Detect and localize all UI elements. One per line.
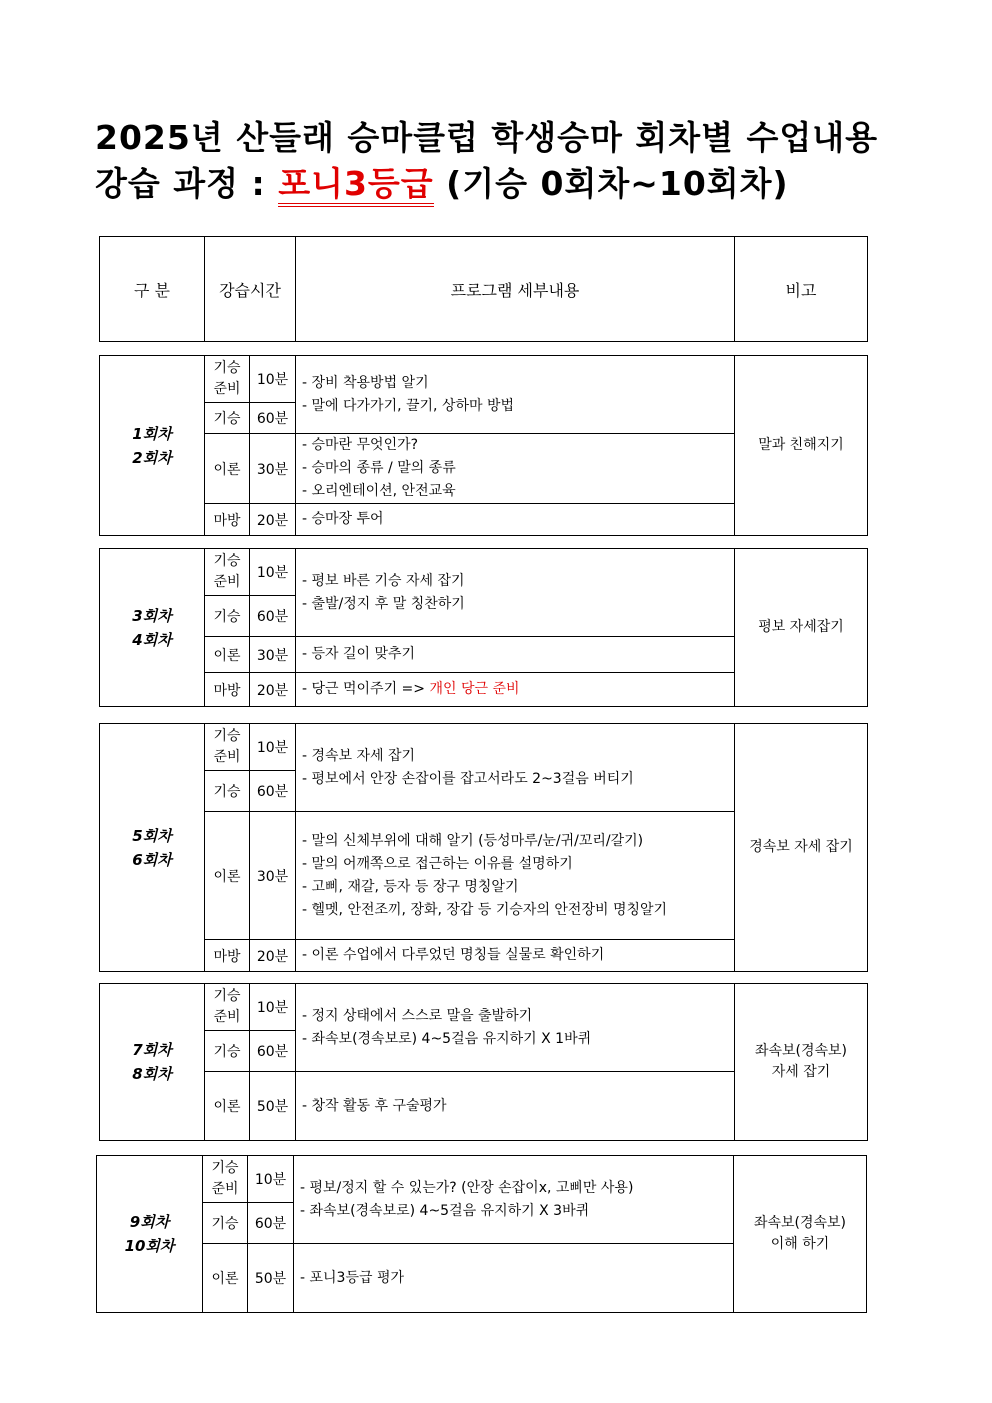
row-time: 10분 [250, 984, 296, 1031]
row-type: 마방 [205, 673, 250, 707]
row-type: 마방 [205, 940, 250, 972]
session-note: 좌속보(경속보) 자세 잡기 [735, 984, 868, 1141]
session-table-2 [99, 548, 868, 707]
row-type: 기승 [205, 403, 250, 434]
session-label: 7회차 8회차 [100, 984, 205, 1141]
row-time: 30분 [250, 434, 296, 504]
carrot-prep-note: 개인 당근 준비 [429, 681, 520, 697]
row-time: 20분 [250, 940, 296, 972]
session-label: 3회차 4회차 [100, 549, 205, 707]
row-type: 기승 준비 [205, 549, 250, 596]
row-type: 기승 준비 [205, 356, 250, 403]
row-time: 30분 [250, 812, 296, 940]
program-content: - 정지 상태에서 스스로 말을 출발하기 - 좌속보(경속보로) 4~5걸음 유지하기 X 1바퀴 [296, 984, 735, 1072]
row-type: 기승 [205, 771, 250, 812]
row-type: 기승 준비 [205, 984, 250, 1031]
program-content: - 경속보 자세 잡기 - 평보에서 안장 손잡이를 잡고서라도 2~3걸음 버티기 [296, 724, 735, 812]
session-label: 5회차 6회차 [100, 724, 205, 972]
session-note: 경속보 자세 잡기 [735, 724, 868, 972]
row-time: 10분 [250, 549, 296, 596]
program-content: - 장비 착용방법 알기 - 말에 다가가기, 끌기, 상하마 방법 [296, 356, 735, 434]
row-time: 60분 [248, 1203, 294, 1244]
row-time: 10분 [250, 724, 296, 771]
program-content: - 등자 길이 맞추기 [296, 637, 735, 673]
program-content: - 평보/정지 할 수 있는가? (안장 손잡이x, 고삐만 사용) - 좌속보(경속보로) 4~5걸음 유지하기 X 3바퀴 [294, 1156, 734, 1244]
course-range: (기승 0회차~10회차) [433, 164, 789, 203]
session-table-3 [99, 723, 868, 972]
course-prefix: 강습 과정 : [95, 164, 279, 203]
course-level: 포니3등급 [278, 164, 433, 207]
program-content: - 창작 활동 후 구술평가 [296, 1072, 735, 1141]
row-time: 50분 [250, 1072, 296, 1141]
row-type: 이론 [205, 1072, 250, 1141]
row-type: 이론 [205, 637, 250, 673]
row-type: 마방 [205, 504, 250, 536]
row-time: 10분 [250, 356, 296, 403]
row-type: 기승 [205, 596, 250, 637]
program-content: - 승마장 투어 [296, 504, 735, 536]
session-table-4 [99, 983, 868, 1141]
program-content: - 포니3등급 평가 [294, 1244, 734, 1313]
row-time: 20분 [250, 673, 296, 707]
session-label: 9회차 10회차 [97, 1156, 203, 1313]
row-type: 이론 [205, 434, 250, 504]
course-title [95, 158, 789, 205]
program-content: - 말의 신체부위에 대해 알기 (등성마루/눈/귀/꼬리/갈기) - 말의 어깨쪽으로 접근하는 이유를 설명하기 - 고삐, 재갈, 등자 등 장구 명칭알기 - 헬멧, 안전조끼, 장화, 장갑 등 기승자의 안전장비 명칭알기 [296, 812, 735, 940]
session-table-5 [96, 1155, 867, 1313]
header-table [99, 236, 868, 342]
row-type: 기승 [205, 1031, 250, 1072]
row-time: 50분 [248, 1244, 294, 1313]
header-note: 비고 [735, 237, 868, 342]
program-content: - 당근 먹이주기 => 개인 당근 준비 [296, 673, 735, 707]
session-note: 좌속보(경속보) 이해 하기 [734, 1156, 867, 1313]
row-time: 60분 [250, 403, 296, 434]
row-type: 이론 [205, 812, 250, 940]
row-type: 기승 [203, 1203, 248, 1244]
row-time: 20분 [250, 504, 296, 536]
row-time: 60분 [250, 1031, 296, 1072]
row-type: 기승 준비 [203, 1156, 248, 1203]
program-content: - 이론 수업에서 다루었던 명칭들 실물로 확인하기 [296, 940, 735, 972]
session-label: 1회차 2회차 [100, 356, 205, 536]
row-time: 60분 [250, 771, 296, 812]
header-category: 구 분 [100, 237, 205, 342]
header-program: 프로그램 세부내용 [296, 237, 735, 342]
program-content: - 승마란 무엇인가? - 승마의 종류 / 말의 종류 - 오리엔테이션, 안전교육 [296, 434, 735, 504]
row-time: 60분 [250, 596, 296, 637]
session-note: 말과 친해지기 [735, 356, 868, 536]
row-type: 기승 준비 [205, 724, 250, 771]
header-time: 강습시간 [205, 237, 296, 342]
program-content: - 평보 바른 기승 자세 잡기 - 출발/정지 후 말 칭찬하기 [296, 549, 735, 637]
row-time: 30분 [250, 637, 296, 673]
session-note: 평보 자세잡기 [735, 549, 868, 707]
row-type: 이론 [203, 1244, 248, 1313]
session-table-1 [99, 355, 868, 536]
row-time: 10분 [248, 1156, 294, 1203]
document-title: 2025년 산들래 승마클럽 학생승마 회차별 수업내용 [95, 118, 878, 157]
